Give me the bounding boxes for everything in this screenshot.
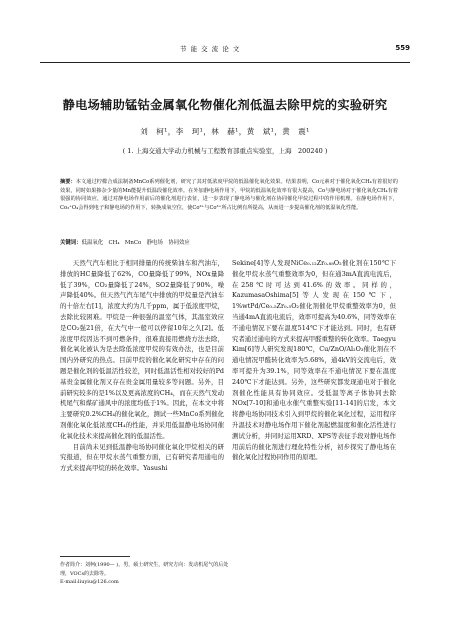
affiliation: ( 1. 上海交通大学动力机械与工程教育部重点实验室，上海 200240 ) bbox=[122, 147, 328, 155]
footnote-author-info: 作者简介：刘柯(1990— )，男，硕士研究生，研究方向：发动机尾气的后处理，VOCs的去除等。 bbox=[60, 562, 229, 577]
footnote bbox=[60, 561, 230, 587]
abstract-text: 本文通过柠檬合成法制备MnCo系列催化剂，研究了其对低浓度甲烷的低温催化氧化效果。结果表明，Co元素对于催化氧化CH₄有着很好的效果，同时如果掺杂少量的Mn能提升低温段催化效率。在外加静电场作用下，甲烷的低温氧化效率有很大提高，Co与静电场对于催化氧化CH₄有着很强的协同效应，通过对静电场作用前后的催化剂进行表征，进一步表现了静电场与催化剂在协同催化甲烷过程中的作用机理。在静电场作用下，Co₃⁺O₄会得到电子和静电场的作用下，转换成氧空位，使Co²⁺与Co³⁺所占比例有所提高，从而进一步提高催化剂的低温氧化性能。 bbox=[60, 179, 398, 211]
abstract-label: 摘要： bbox=[60, 179, 76, 185]
body-paragraph: 目前尚未见到低温静电场协同催化氧化甲烷相关的研究报道，但在甲烷水蒸气重整方面，已有研究者用通电的方式来提高甲烷的转化效率。Yasushi bbox=[60, 442, 224, 473]
header-rule bbox=[40, 62, 410, 63]
keywords bbox=[60, 238, 398, 246]
page-number: 559 bbox=[395, 44, 410, 52]
abstract bbox=[60, 178, 398, 212]
body-column-right bbox=[232, 258, 396, 463]
keywords-label: 关键词： bbox=[60, 240, 82, 246]
keywords-text: 低温氧化 CH₄ MnCo 静电场 协同效应 bbox=[81, 240, 190, 246]
footnote-rule bbox=[60, 556, 130, 557]
footnote-email: E-mail:liuyiu@126.com bbox=[60, 579, 119, 585]
body-paragraph: 天然气汽车相比于相同排量的传统柴油车和汽油车，排放的HC量降低了62%，CO量降低了99%，NOx量降低了39%，CO₂量降低了24%，SO2量降低了90%，噪声降低40%。但天然气汽车尾气中排放的甲烷量是汽油车的十倍左右[1]，浓度大约为几千ppm，属于低浓度甲烷，去除比较困难。甲烷是一种很强的温室气体，其温室效应是CO₂强21倍，在大气中一般可以停留10年之久[2]。低浓度甲烷因达不到可燃条件，很难直接用燃烧方法去除，催化氧化被认为是去除低浓度甲烷的有效办法，也是目前国内外研究的热点。目前甲烷的催化氧化研究中存在的问题是催化剂的低温活性较差，同时低温活性相对较好的Pd基贵金属催化剂又存在贵金属用量较多等问题。另外，目前研究较多的是1%以及更高浓度的CH₄，而在天然气发动机尾气和煤矿通风中的浓度均低于1%。因此，在本文中将主要研究0.2%CH₄的催化氧化，测试一些MnCo系列催化剂催化氧化低浓度CH₄的性能，并采用低温静电场协同催化氧化技术来提高催化剂的低温活性。 bbox=[60, 259, 224, 440]
body-paragraph: Sekine[4]等人发现NiCe₀.₁₂Zr₀.₈₈O₂催化剂在150℃下催化甲烷水蒸气重整效率为0，但在通3mA直流电流后，在258℃时可达到41.6%的效率。同样的，KazumasaOshima[5]等人发现在150℃下，1%wtPd/Ce₀.₅Zr₀.₅O₂催化剂催化甲烷重整效率为0，但当通4mA直流电流后，效率可提高为40.6%，同等效率在不通电情况下要在温度514℃下才能达到。同时，也有研究者通过通电的方式来提高甲醛重整的转化效率。Taegyu Kim[6]等人研究发现180℃，Cu/ZnO/Al₂O₃催化剂在不通电情况甲醛转化效率为5.68%，通4kV的交流电后，效率可提升为39.1%，同等效率在不通电情况下要在温度240℃下才能达到。另外，这些研究都发现通电对于催化剂催化性能具有协同效应。受低温等离子体协同去除NOx[7-10]和通电水催气重整实验[11-14]的启发，本文将静电场协同技术引入到甲烷的催化氧化过程，运用程序升温技术对静电场作用下催化剂起燃温度和催化活性进行测试分析，并同时运用XRD、XPS等表征手段对静电场作用前后的催化剂进行理化特性分析，初步探究了静电场在催化氧化过程协同作用的原理。 bbox=[232, 259, 396, 462]
author-list: 刘 柯¹，李 珂¹，林 赫¹，黄 斌¹，黄 震¹ bbox=[140, 127, 310, 136]
running-header bbox=[0, 44, 450, 58]
journal-section-title: 节 能 交 流 论 文 bbox=[180, 45, 241, 53]
paper-title: 静电场辅助锰钴金属氧化物催化剂低温去除甲烷的实验研究 bbox=[62, 98, 388, 112]
body-column-left bbox=[60, 258, 224, 474]
